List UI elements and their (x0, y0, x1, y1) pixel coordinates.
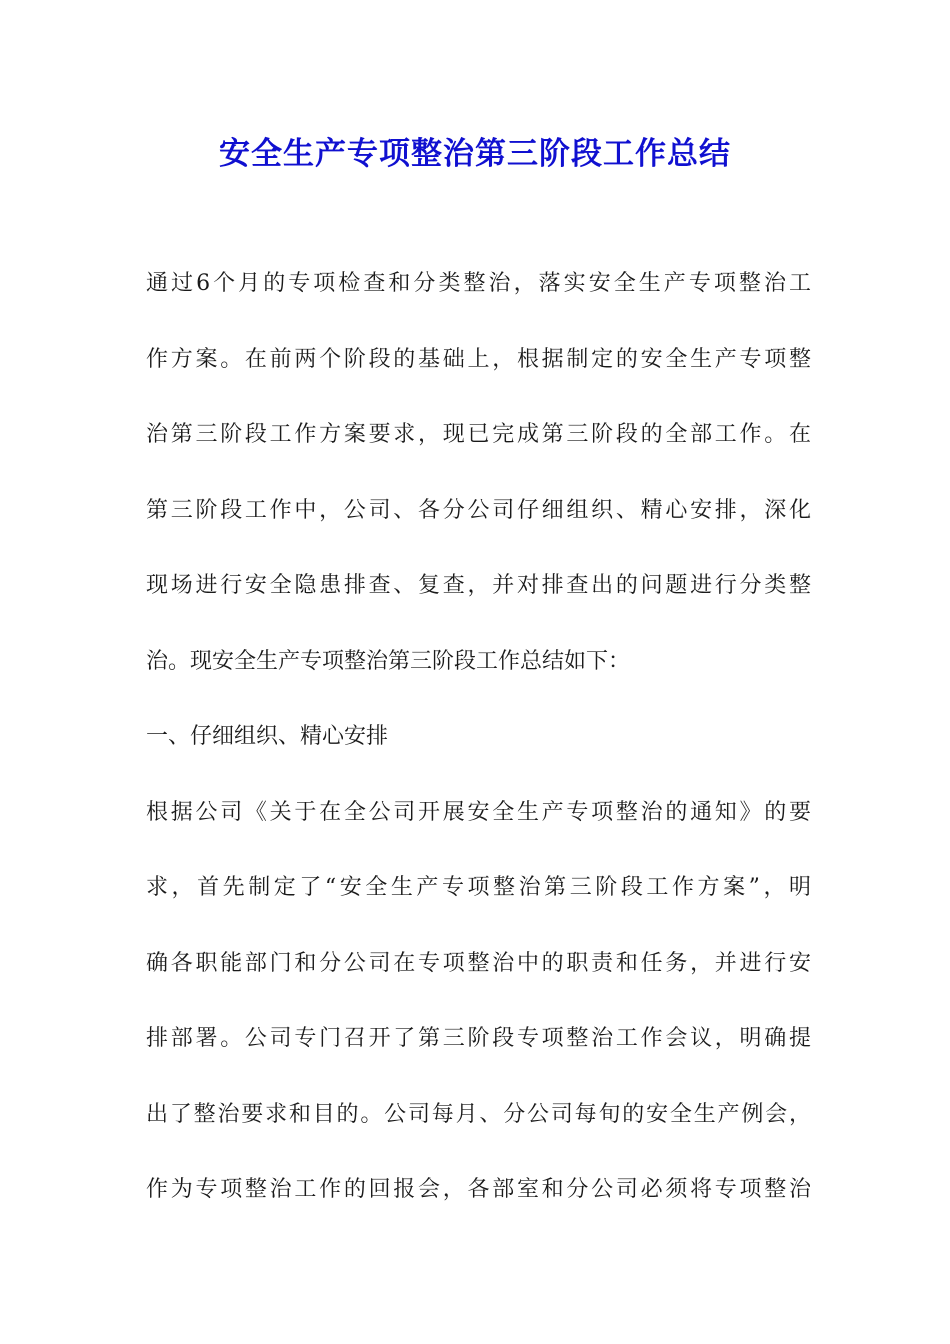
paragraph-line: 现场进行安全隐患排查、复查，并对排查出的问题进行分类整 (146, 573, 811, 598)
paragraph-line: 治。现安全生产专项整治第三阶段工作总结如下： (146, 648, 631, 674)
document-body (146, 260, 811, 1242)
paragraph-line: 出了整治要求和目的。公司每月、分公司每旬的安全生产例会， (146, 1101, 811, 1127)
paragraph-line: 求，首先制定了“安全生产专项整治第三阶段工作方案”，明 (146, 875, 811, 900)
section-heading: 一、仔细组织、精心安排 (146, 724, 389, 749)
paragraph-line: 作为专项整治工作的回报会，各部室和分公司必须将专项整治 (146, 1177, 811, 1202)
paragraph-line: 作方案。在前两个阶段的基础上，根据制定的安全生产专项整 (146, 346, 811, 372)
paragraph-line: 第三阶段工作中，公司、各分公司仔细组织、精心安排，深化 (146, 497, 811, 523)
paragraph-line: 根据公司《关于在全公司开展安全生产专项整治的通知》的要 (146, 799, 811, 825)
paragraph-line: 确各职能部门和分公司在专项整治中的职责和任务，并进行安 (146, 950, 811, 976)
paragraph-line: 排部署。公司专门召开了第三阶段专项整治工作会议，明确提 (146, 1026, 811, 1051)
document-title: 安全生产专项整治第三阶段工作总结 (219, 136, 731, 172)
paragraph-line: 治第三阶段工作方案要求，现已完成第三阶段的全部工作。在 (146, 422, 811, 447)
paragraph-line: 通过6个月的专项检查和分类整治，落实安全生产专项整治工 (146, 271, 811, 296)
